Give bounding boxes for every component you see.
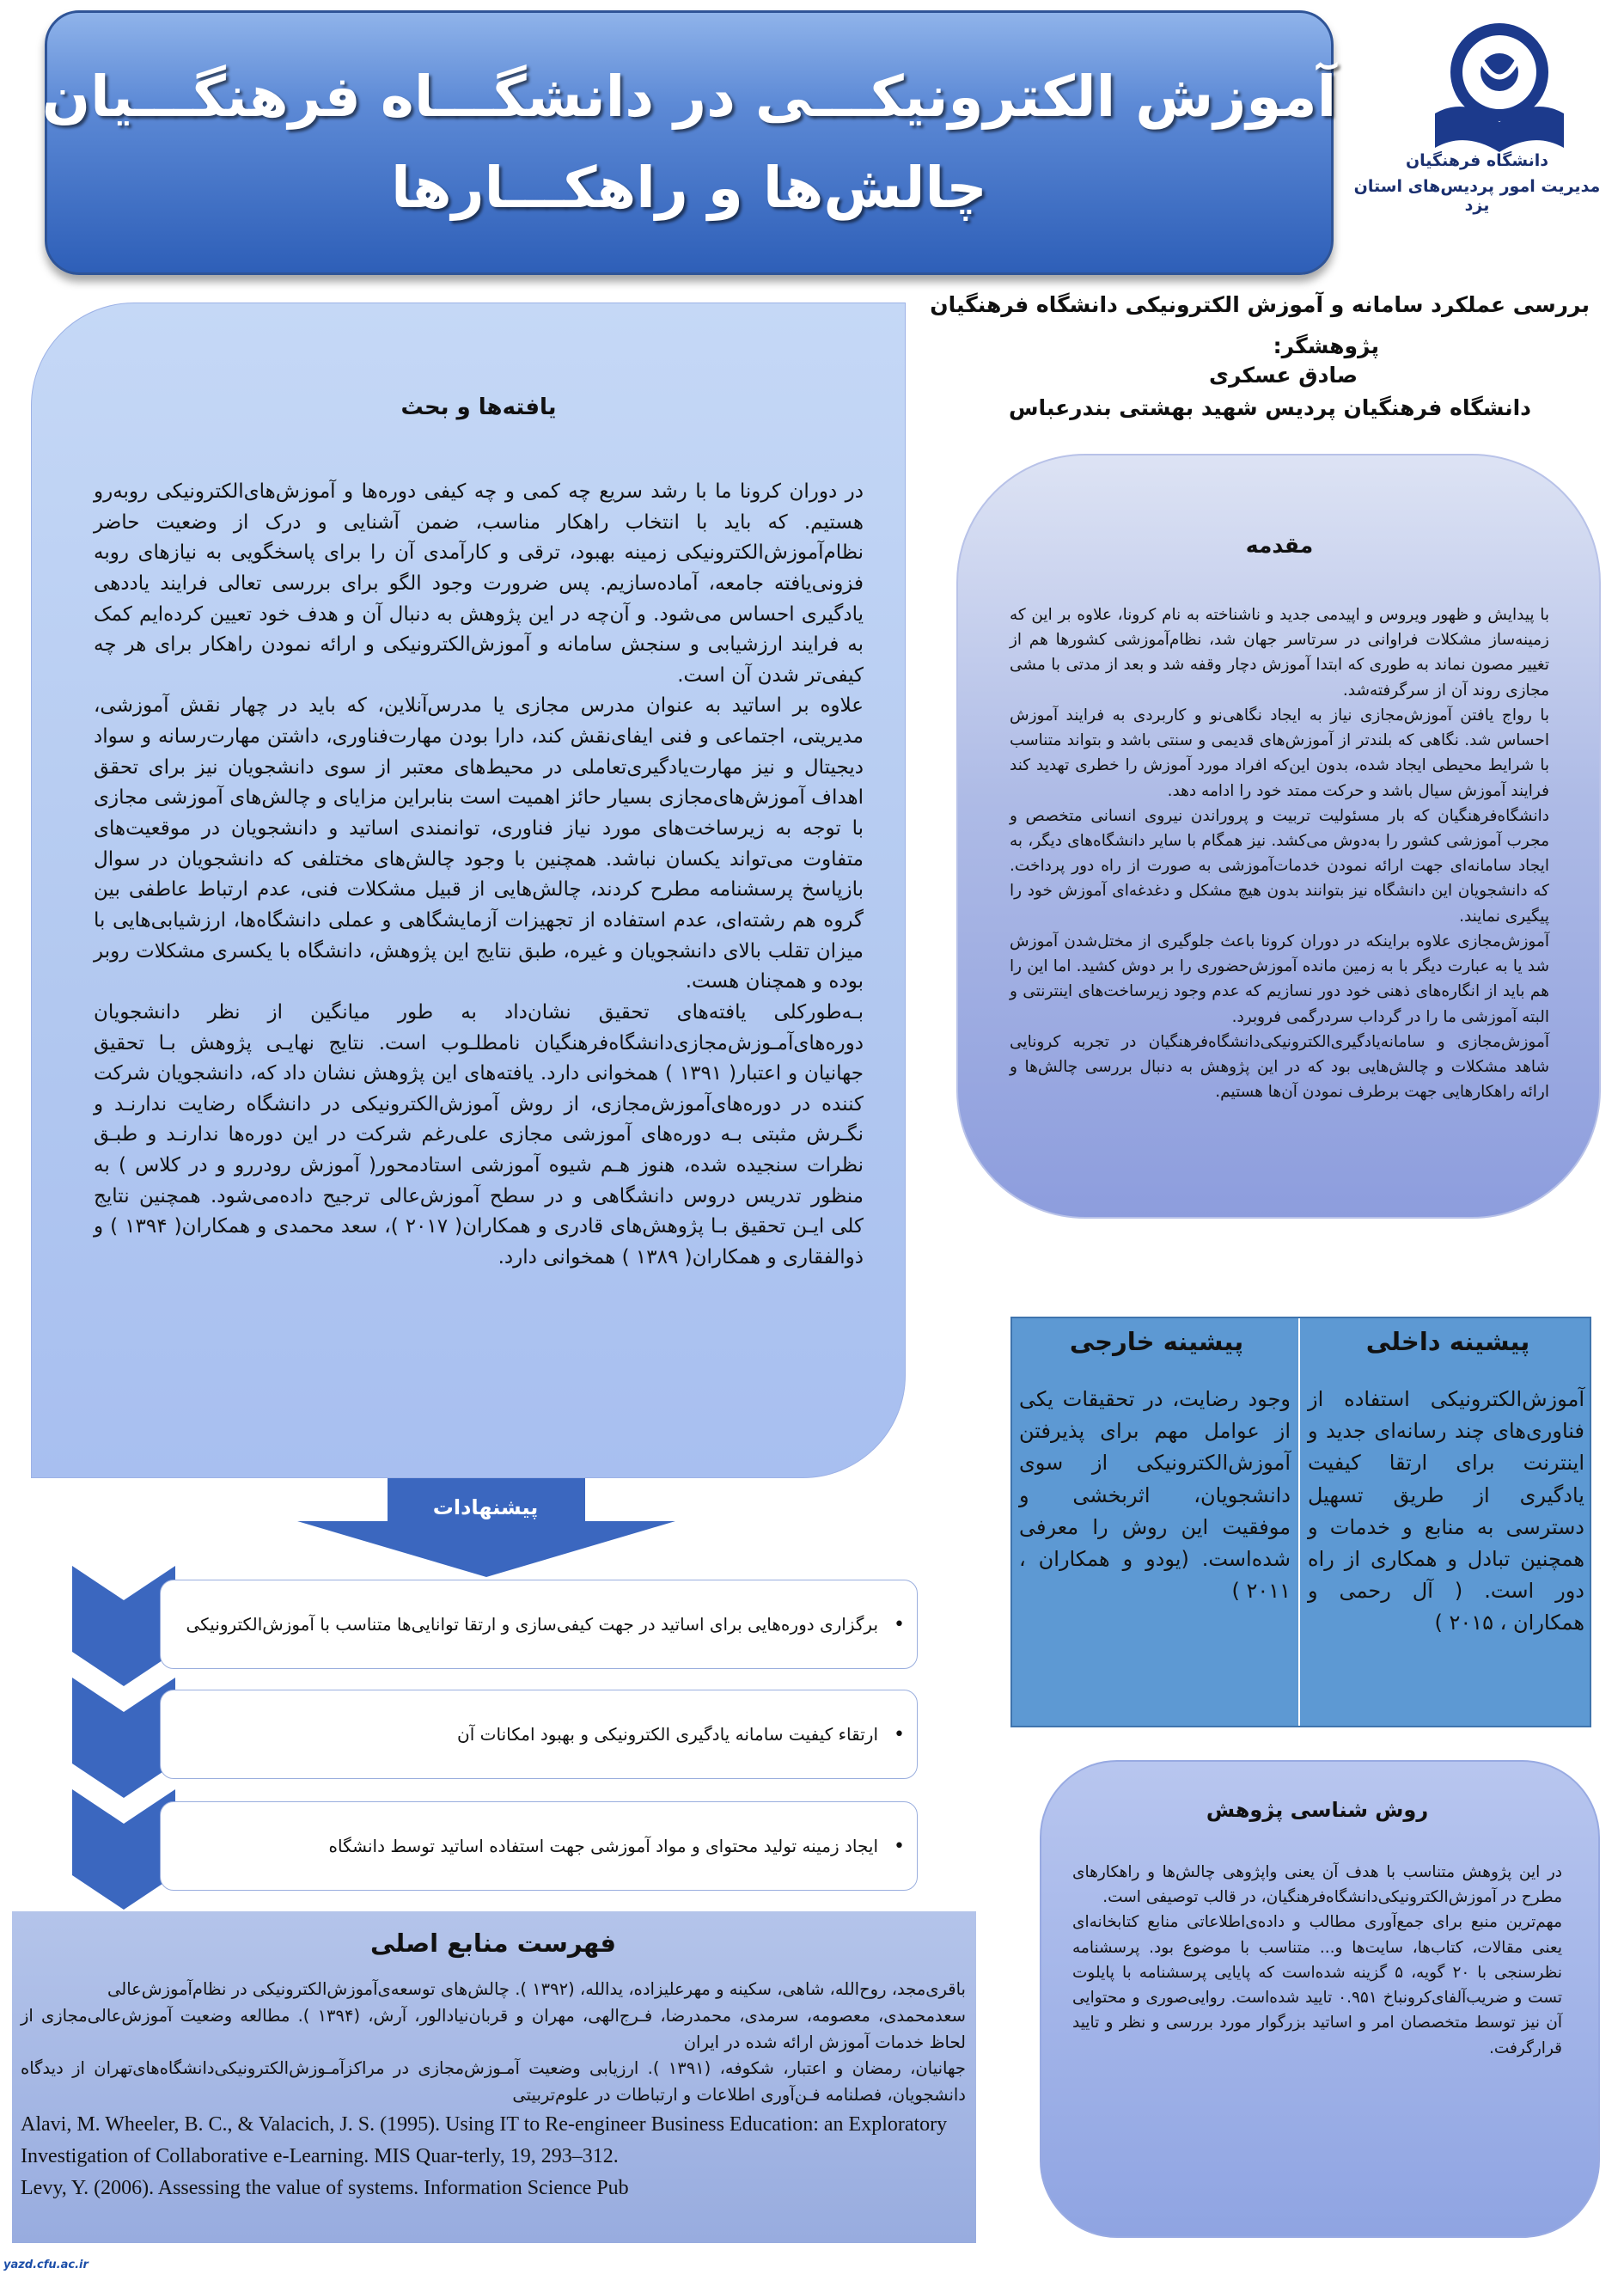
- findings-paragraph: علاوه بر اساتید به عنوان مدرس مجازی یا مدرس‌آنلاین، که باید در چهار نقش آموزشی، مدیریتی، اجتماعی و فنی ایفای‌نقش کند، دارا بودن مهارت‌فناوری، داشتن مهارت‌رسانه و سواد دیجیتال و نیز مهارت‌یادگیری‌تعاملی در محیط‌های معتبر از سوی دانشجویان نیز برای تحقق اهداف آموزش‌های‌مجازی بسیار حائز اهمیت است بنابراین مزایای و چالش‌های آموزشی مجازی با توجه به زیرساخت‌های مورد نیاز فناوری، توانمندی اساتید و دانشجویان در موقعیت‌های متفاوت می‌تواند یکسان نباشد. همچنین با وجود چالش‌های مختلفی که دانشجویان در سوال بازپاسخ پرسشنامه مطرح کردند، چالش‌هایی از قبیل مشکلات فنی، عدم ارتباط عاطفی بین گروه هم رشته‌ای، عدم استفاده از تجهیزات آزمایشگاهی و عملی دانشگاه‌ها، ارزشیابی‌هایی با میزان تقلب بالای دانشجویان و غیره، طبق نتایج این پژوهش، دانشگاه با یکسری مشکلات روبر بوده و همچنان هست.: [94, 694, 864, 993]
- findings-paragraph: بـه‌طورکلی یافته‌های تحقیق نشان‌داد به طور میانگین از نظر دانشجویان دوره‌های‌آمـوزش‌مجازی‌دانشگاه‌فرهنگیان نامطلـوب است. نتایج نهایـی پژوهش بـا تحقیق جهانیان و اعتبار( ۱۳۹۱ ) همخوانی دارد. یافته‌های این پژوهش نشان داد که، دانشجویان شرکت کننده در دوره‌های‌آموزش‌مجازی، از روش آموزش‌الکترونیکی در دانشگاه رضایت ندارنـد و نگـرش مثبتی بـه دوره‌های آموزشی مجازی علی‌رغم شرکت در این دوره‌ها ندارنـد و طبـق نظرات سنجیده شده، هنوز هـم شیوه آموزشی استادمحور( آموزش رودررو و در کلاس ) به منظور تدریس دروس دانشگاهی و در سطح آموزش‌عالی ترجیح داده‌می‌شود. همچنین نتایج کلی ایـن تحقیق بـا پژوهش‌های قادری و همکاران( ۲۰۱۷ )، سعد محمدی و همکاران( ۱۳۹۴ ) و ذوالفقاری و همکاران( ۱۳۸۹ ) همخوانی دارد.: [94, 1000, 864, 1269]
- methodology-paragraph: در این پژوهش متناسب با هدف آن یعنی واپژوهی چالش‌ها و راهکارهای مطرح در آموزش‌الکترونیکی‌دانشگاه‌فرهنگیان، در قالب توصیفی است.: [1072, 1863, 1562, 1907]
- logo-university-name: دانشگاه فرهنگیان: [1405, 151, 1549, 170]
- domestic-literature-text: آموزش‌الکترونیکی استفاده از فناوری‌های چند رسانه‌ای جدید و اینترنت برای ارتقا کیفیت یادگیری از طریق تسهیل دسترسی به منابع و خدمات و همچنین تبادل و همکاری از راه دور است. ( آل رحمی و همکاران ، ۲۰۱۵ ): [1308, 1387, 1584, 1635]
- domestic-literature-heading: پیشینه داخلی: [1365, 1327, 1530, 1356]
- proposal-item: [160, 1801, 918, 1891]
- proposal-item: [160, 1690, 918, 1779]
- title-line-1: آموزش الکترونیکـــی در دانشگـــاه فرهنگـــیان: [41, 64, 1337, 131]
- title-banner: [41, 10, 1337, 275]
- methodology-heading: روش شناسی پژوهش: [1206, 1798, 1429, 1822]
- intro-paragraph: آموزش‌مجازی و سامانه‌یادگیری‌الکترونیکی‌دانشگاه‌فرهنگیان در تجربه کرونایی شاهد مشکلات و چالش‌هایی بود که در این پژوهش به دنبال بررسی چالش‌ها و ارائه راهکارهایی جهت برطرف نمودن آن‌ها هستیم.: [1010, 1032, 1549, 1102]
- proposal-item-text: ایجاد زمینه تولید محتوای و مواد آموزشی جهت استفاده اساتید توسط دانشگاه: [328, 1836, 879, 1856]
- methodology-paragraph: مهم‌ترین منبع برای جمع‌آوری مطالب و داده‌ی‌اطلاعاتی منابع کتابخانه‌ای یعنی مقالات، کتاب‌ها، سایت‌ها و... متناسب با موضوع بود. پرسشنامه نظرسنجی با ۲۰ گویه، ۵ گزینه شده‌است که پایایی پرسشنامه با پایلوت تست و ضریب‌آلفای‌کرونباخ ۰.۹۵۱ تایید شده‌است. روایی‌صوری و محتوایی آن نیز توسط متخصصان امر و اساتید بزرگوار مورد بررسی و نظر و تایید قرارگرفت.: [1072, 1913, 1562, 2057]
- findings-body: [94, 477, 864, 1274]
- references-heading: فهرست منابع اصلی: [369, 1929, 617, 1958]
- introduction-body: [1010, 602, 1549, 1104]
- intro-paragraph: با پیدایش و ظهور ویروس و اپیدمی جدید و ناشناخته به نام کرونا، علاوه بر این که زمینه‌ساز مشکلات فراوانی در سرتاسر جهان شد، نظام‌آموزشی کشورها هم از تغییر مصون نماند به طوری که ابتدا آموزش دچار وقفه شد و بعد از مدتی با مشی مجازی روند آن از سرگرفته‌شد.: [1010, 606, 1549, 700]
- methodology-section: [1040, 1760, 1600, 2238]
- researcher-name: صادق عسکری: [1209, 363, 1358, 388]
- literature-divider: [1298, 1318, 1300, 1726]
- researcher-affiliation: دانشگاه فرهنگیان پردیس شهید بهشتی بندرعباس: [1008, 395, 1531, 420]
- references-section: [12, 1911, 976, 2243]
- proposal-item: [160, 1580, 918, 1669]
- findings-heading: یافته‌ها و بحث: [400, 394, 557, 420]
- reference-item: باقری‌مجد، روح‌الله، شاهی، سکینه و مهرعلیزاده، یدالله، (۱۳۹۲ ). چالش‌های توسعه‌ی‌آموزش‌الکترونیکی در نظام‌آموزش‌عالی: [107, 1979, 966, 1999]
- introduction-heading: مقدمه: [1245, 533, 1314, 558]
- poster-subject: بررسی عملکرد سامانه و آموزش الکترونیکی دانشگاه فرهنگیان: [930, 292, 1590, 317]
- reference-item-english: Alavi, M. Wheeler, B. C., & Valacich, J. S. (1995). Using IT to Re-engineer Business Education: an Exploratory Investigation of Collaborative e-Learning. MIS Quar-terly, 19, 293–312.: [21, 2112, 948, 2168]
- reference-item: سعدمحمدی، معصومه، سرمدی، محمدرضا، فـرج‌الهی، مهران و قربان‌نیادالور، آرش، (۱۳۹۴ ). مطالعه وضعیت آموزش‌عالی‌مجازی از لحاظ خدمات آموزش ارائه شده در ایران: [21, 2005, 966, 2052]
- foreign-literature-text: وجود رضایت، در تحقیقات یکی از عوامل مهم برای پذیرفتن آموزش‌الکترونیکی از سوی دانشجویان، اثربخشی و موفقیت این روش را معرفی شده‌است. (یودو و همکاران ، ۲۰۱۱ ): [1019, 1387, 1291, 1604]
- logo-unit-name: مدیریت امور پردیس‌های استان یزد: [1353, 177, 1601, 215]
- reference-item-english: Levy, Y. (2006). Assessing the value of systems. Information Science Pub: [21, 2177, 629, 2200]
- intro-paragraph: آموزش‌مجازی علاوه براینکه در دوران کرونا باعث جلوگیری از مختل‌شدن آموزش شد یا به عبارت دیگر با به زمین مانده آموزش‌حضوری را بر دوش کشید. اما این را هم باید از انگاره‌های ذهنی خود دور نسازیم که عدم وجود زیرساخت‌های اینترنتی و البته آموزشی ما را در گرداب سردرگمی فروبرد.: [1010, 932, 1549, 1026]
- proposals-label: پیشنهادات: [432, 1495, 539, 1519]
- title-line-2: چالش‌ها و راهکـــارها: [391, 155, 987, 221]
- foreign-literature-heading: پیشینه خارجی: [1069, 1327, 1244, 1356]
- proposal-item-text: برگزاری دوره‌هایی برای اساتید در جهت کیفی‌سازی و ارتقا توانایی‌ها متناسب با آموزش‌الکترونیکی: [186, 1614, 879, 1635]
- introduction-section: [956, 454, 1601, 1219]
- researcher-label: پژوهشگر:: [1273, 333, 1379, 358]
- bullet-icon: •: [894, 1723, 905, 1745]
- intro-paragraph: دانشگاه‌فرهنگیان که بار مسئولیت تربیت و پروراندن نیروی انسانی متخصص و مجرب آموزشی کشور را به‌دوش می‌کشد. نیز همگام با سایر دانشگاه‌های دیگر، به ایجاد سامانه‌ای جهت ارائه نمودن خدمات‌آموزشی به صورت از راه دور پرداخت. که دانشجویان این دانشگاه نیز بتوانند بدون هیچ مشکل و دغدغه‌ای آموزش خود را پیگیری نمایند.: [1010, 806, 1549, 926]
- findings-section: [31, 303, 906, 1478]
- intro-paragraph: با رواج یافتن آموزش‌مجازی نیاز به ایجاد نگاهی‌نو و کاربردی به فرایند آموزش احساس شد. نگاهی که بلندتر از آموزش‌های قدیمی و سنتی باشد و بتواند متناسب با شرایط محیطی ایجاد شده، بدون این‌که افراد مورد آموزش را خطری تهدید کند فرایند آموزش سیال باشد و حرکت ممتد خود را ادامه دهد.: [1010, 706, 1549, 800]
- proposal-item-text: ارتقاء کیفیت سامانه یادگیری الکترونیکی و بهبود امکانات آن: [457, 1724, 879, 1745]
- site-watermark: yazd.cfu.ac.ir: [3, 2259, 89, 2271]
- proposals-arrow-icon: [297, 1478, 675, 1577]
- methodology-body: [1072, 1860, 1562, 2061]
- reference-item: جهانیان، رمضان و اعتبار، شکوفه، (۱۳۹۱ ). ارزیابی وضعیت آمـوزش‌مجازی در مراکزآمـوزش‌الکترونیکی‌دانشگاه‌های‌تهران از دیدگاه دانشجویان، فصلنامه فـن‌آوری اطلاعات و ارتباطات در علوم‌تربیتی: [21, 2058, 966, 2106]
- findings-paragraph: در دوران کرونا ما با رشد سریع چه کمی و چه کیفی دوره‌ها و آموزش‌های‌الکترونیکی روبه‌رو هستیم. که باید با انتخاب راهکار مناسب، ضمن آشنایی و درک از وضعیت حاضر نظام‌آموزش‌الکترونیکی زمینه بهبود، ترقی و کارآمدی آن را برای پاسخگویی به نیازهای روبه فزونی‌یافته جامعه، آماده‌سازیم. پس ضرورت وجود الگو برای بررسی تعالی فرایند یاددهی یادگیری احساس می‌شود. و آن‌چه در این پژوهش به دنبال آن و هدف خود تعیین کرده‌ایم کمک به فرایند ارزشیابی و سنجش سامانه و آموزش‌الکترونیکی و ارائه نمودن راهکار برای هر چه کیفی‌تر شدن آن است.: [94, 480, 864, 687]
- bullet-icon: •: [894, 1835, 905, 1857]
- bullet-icon: •: [894, 1613, 905, 1635]
